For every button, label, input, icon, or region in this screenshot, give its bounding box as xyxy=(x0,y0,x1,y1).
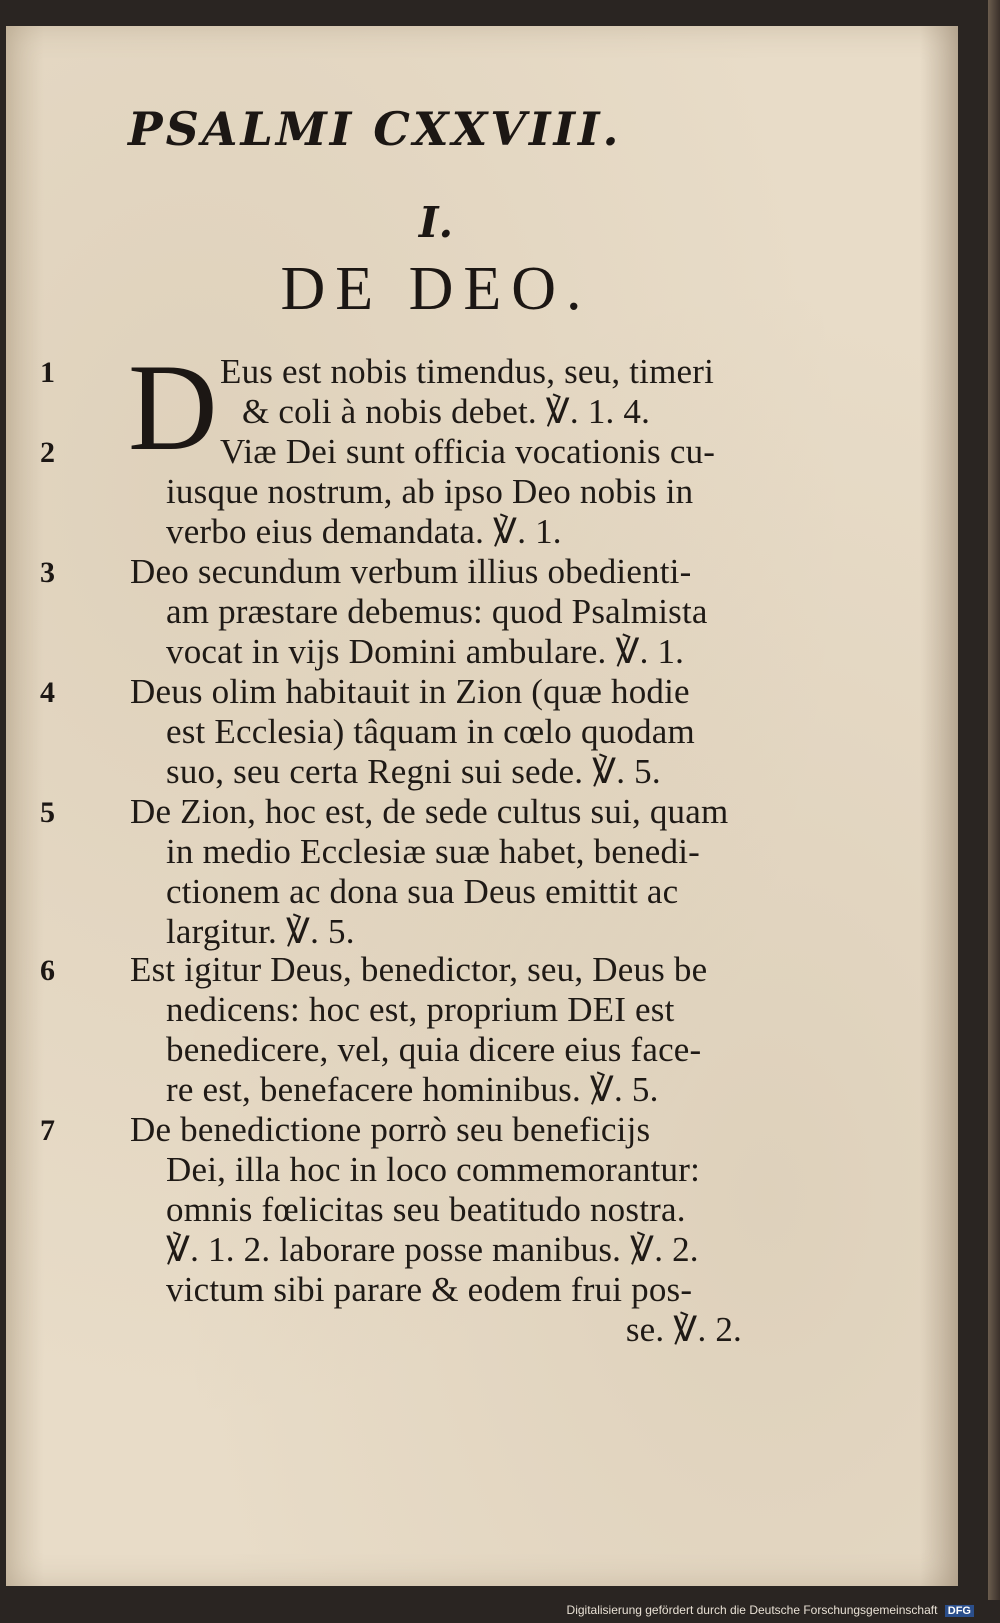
text-line: Viæ Dei sunt officia vocationis cu- xyxy=(220,432,716,471)
footer-text: Digitalisierung gefördert durch die Deutsche Forschungsgemeinschaft xyxy=(566,1603,938,1617)
item-number: 1 xyxy=(40,356,55,389)
text-line: vocat in vijs Domini ambulare. ℣. 1. xyxy=(166,632,685,671)
text-line: nedicens: hoc est, proprium DEI est xyxy=(166,990,675,1029)
text-line: & coli à nobis debet. ℣. 1. 4. xyxy=(242,392,651,431)
text-line: verbo eius demandata. ℣. 1. xyxy=(166,512,562,551)
text-line: ℣. 1. 2. laborare posse manibus. ℣. 2. xyxy=(166,1230,699,1269)
text-line: De benedictione porrò seu beneficijs xyxy=(130,1110,651,1149)
text-line: Eus est nobis timendus, seu, timeri xyxy=(220,352,715,391)
text-line: largitur. ℣. 5. xyxy=(166,912,355,951)
item-number: 3 xyxy=(40,556,55,589)
section-number: I. xyxy=(418,198,454,247)
text-line: se. ℣. 2. xyxy=(625,1310,742,1349)
text-line: in medio Ecclesiæ suæ habet, benedi- xyxy=(166,832,701,871)
text-line: Deus olim habitauit in Zion (quæ hodie xyxy=(130,672,690,711)
text-line: Deo secundum verbum illius obedienti- xyxy=(130,552,692,591)
item-number: 6 xyxy=(40,954,55,987)
text-line: Est igitur Deus, benedictor, seu, Deus be xyxy=(130,950,708,989)
text-line: Dei, illa hoc in loco commemorantur: xyxy=(166,1150,700,1189)
text-line: est Ecclesia) tâquam in cœlo quodam xyxy=(166,712,695,751)
running-head: PSALMI CXXVIII. xyxy=(128,102,622,156)
text-line: am præstare debemus: quod Psalmista xyxy=(166,592,708,631)
dfg-logo: DFG xyxy=(945,1605,974,1617)
footer-credit xyxy=(567,1603,974,1617)
text-line: De Zion, hoc est, de sede cultus sui, quam xyxy=(130,792,729,831)
drop-cap: D xyxy=(128,339,218,476)
item-number: 7 xyxy=(40,1114,55,1147)
section-title: DE DEO. xyxy=(280,255,592,323)
item-number: 2 xyxy=(40,436,55,469)
text-line: suo, seu certa Regni sui sede. ℣. 5. xyxy=(166,752,661,791)
text-line: omnis fœlicitas seu beatitudo nostra. xyxy=(166,1190,686,1229)
text-line: iusque nostrum, ab ipso Deo nobis in xyxy=(166,472,694,511)
text-line: re est, benefacere hominibus. ℣. 5. xyxy=(166,1070,659,1109)
text-line: ctionem ac dona sua Deus emittit ac xyxy=(166,872,679,911)
book-page xyxy=(6,26,958,1586)
item-number: 5 xyxy=(40,796,55,829)
book-edge xyxy=(988,0,1000,1600)
text-line: victum sibi parare & eodem frui pos- xyxy=(166,1270,693,1309)
item-number: 4 xyxy=(40,676,55,709)
text-line: benedicere, vel, quia dicere eius face- xyxy=(166,1030,702,1069)
